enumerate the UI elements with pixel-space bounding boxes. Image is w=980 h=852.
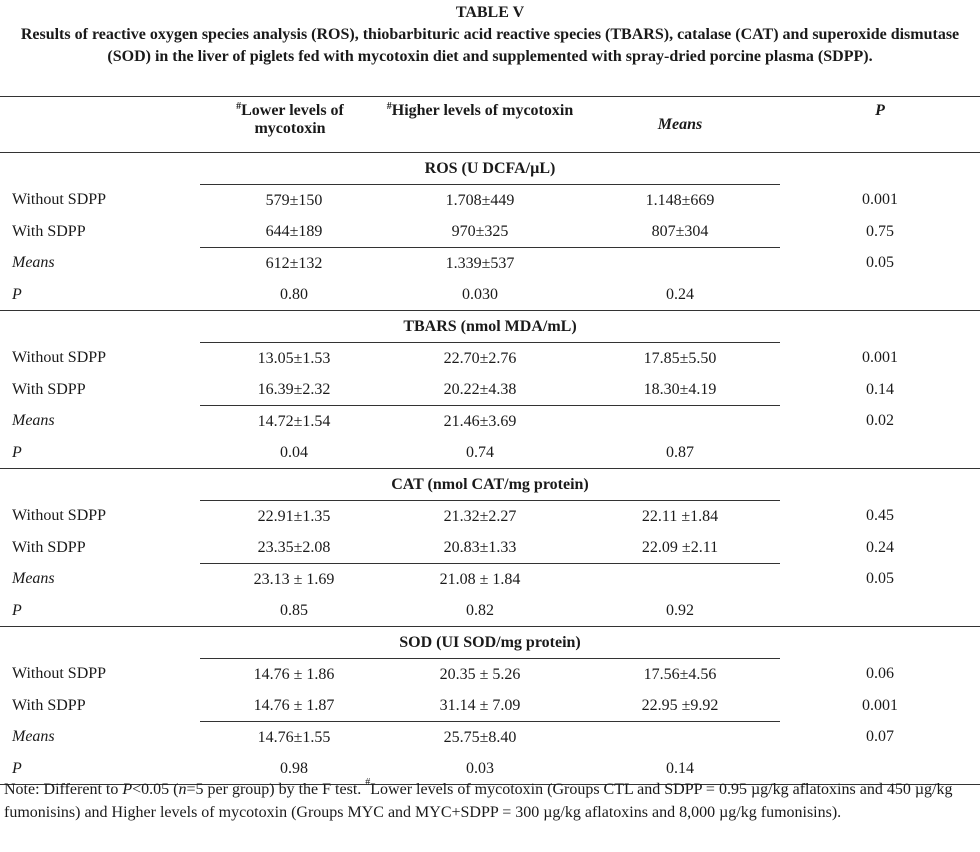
cell-c1: 612±132 [200,248,380,280]
table-row [0,532,980,564]
row-label: With SDPP [12,380,86,398]
section-title: SOD (UI SOD/mg protein) [200,627,780,659]
cell-c1: 14.76±1.55 [200,722,380,754]
cell-c1: 0.80 [200,279,380,311]
table-row [0,185,980,217]
cell-c2: 21.32±2.27 [443,507,517,525]
table-row [0,216,980,248]
table-caption: Results of reactive oxygen species analysis (ROS), thiobarbituric acid reactive species (TBARS), catalase (CAT) and superoxide dismutase (SOD) in the liver of piglets fed with mycotoxin diet and supplemented with spray-dried porcine plasma (SDPP). [20,26,960,65]
row-label: Means [12,412,55,430]
table-row [0,595,980,627]
table-row [0,722,980,754]
cell-c1: 0.04 [200,437,380,469]
row-label: Without SDPP [12,191,107,209]
table-row [0,374,980,406]
cell-c3: 0.14 [580,753,780,785]
cell-c4 [780,437,980,469]
cell-c1: 579±150 [265,191,323,209]
cell-c3: 22.95 ±9.92 [641,696,719,714]
row-label: Without SDPP [12,507,107,525]
header-higher-mycotoxin: #Higher levels of mycotoxin [386,101,574,119]
cell-c2: 21.08 ± 1.84 [380,564,580,596]
cell-c1: 0.98 [200,753,380,785]
cell-c4: 0.05 [866,570,894,588]
cell-c3: 17.56±4.56 [643,665,717,683]
table-row [0,690,980,722]
table-body [0,153,980,785]
cell-c1: 16.39±2.32 [257,380,331,398]
cell-c3: 0.87 [580,437,780,469]
table-row [0,406,980,438]
cell-c4: 0.001 [862,349,898,367]
cell-c3: 22.09 ±2.11 [641,538,719,556]
header-p: P [875,102,885,119]
row-label: P [0,753,200,785]
cell-c3: 17.85±5.50 [643,349,717,367]
row-label: P [0,437,200,469]
section-title: TBARS (nmol MDA/mL) [200,311,780,343]
row-label: P [0,279,200,311]
table-label: TABLE V [455,4,525,21]
cell-c4: 0.75 [866,222,894,240]
cell-c1: 14.72±1.54 [200,406,380,438]
cell-c2: 0.74 [380,437,580,469]
cell-c2: 1.339±537 [380,248,580,280]
cell-c1: 14.76 ± 1.86 [253,665,335,683]
cell-c2: 970±325 [451,222,509,240]
row-label: Means [12,570,55,588]
table-row [0,659,980,691]
cell-c3: 22.11 ±1.84 [641,507,719,525]
table-row [0,248,980,280]
table-title-block [0,0,980,68]
cell-c2: 0.03 [380,753,580,785]
cell-c3 [580,406,780,438]
header-empty [0,97,200,153]
row-label: With SDPP [12,696,86,714]
section-header-row [0,469,980,501]
cell-c4: 0.05 [866,254,894,272]
results-table [0,96,980,785]
cell-c1: 0.85 [200,595,380,627]
cell-c2: 20.83±1.33 [443,538,517,556]
cell-c4: 0.06 [866,665,894,683]
table-row [0,279,980,311]
table-footnote: Note: Different to P<0.05 (n=5 per group) by the F test. #Lower levels of mycotoxin (Groups CTL and SDPP = 0.95 µg/kg aflatoxins and 450 µg/kg fumonisins) and Higher levels of mycotoxin (Groups MYC and MYC+SDPP = 300 µg/kg aflatoxins and 8,000 µg/kg fumonisins). [4,777,953,821]
cell-c3: 0.24 [580,279,780,311]
section-header-row [0,311,980,343]
section-title: CAT (nmol CAT/mg protein) [200,469,780,501]
cell-c1: 14.76 ± 1.87 [253,696,335,714]
cell-c4: 0.45 [866,507,894,525]
cell-c2: 0.82 [380,595,580,627]
cell-c2: 21.46±3.69 [380,406,580,438]
cell-c3 [580,564,780,596]
table-row [0,343,980,375]
cell-c3: 18.30±4.19 [643,380,717,398]
row-label: Without SDPP [12,349,107,367]
cell-c4: 0.001 [862,696,898,714]
cell-c1: 23.13 ± 1.69 [200,564,380,596]
cell-c4: 0.001 [862,191,898,209]
cell-c1: 23.35±2.08 [257,538,331,556]
row-label: Means [12,728,55,746]
header-row [0,97,980,153]
cell-c3: 807±304 [651,222,709,240]
cell-c2: 20.35 ± 5.26 [439,665,521,683]
cell-c2: 20.22±4.38 [443,380,517,398]
row-label: With SDPP [12,222,86,240]
cell-c1: 22.91±1.35 [257,507,331,525]
row-label: P [0,595,200,627]
section-header-row [0,627,980,659]
table-row [0,501,980,533]
cell-c2: 22.70±2.76 [443,349,517,367]
row-label: With SDPP [12,538,86,556]
header-means: Means [657,115,703,133]
cell-c1: 644±189 [265,222,323,240]
cell-c4: 0.07 [866,728,894,746]
cell-c3 [580,722,780,754]
cell-c3 [580,248,780,280]
cell-c4: 0.02 [866,412,894,430]
cell-c3: 0.92 [580,595,780,627]
table-row [0,564,980,596]
section-header-row [0,153,980,185]
cell-c4 [780,279,980,311]
cell-c3: 1.148±669 [645,191,715,209]
cell-c4: 0.24 [866,538,894,556]
section-title: ROS (U DCFA/µL) [200,153,780,185]
cell-c2: 1.708±449 [445,191,515,209]
header-lower-mycotoxin: #Lower levels of mycotoxin [236,101,344,137]
cell-c1: 13.05±1.53 [257,349,331,367]
cell-c2: 31.14 ± 7.09 [439,696,521,714]
cell-c4: 0.14 [866,380,894,398]
cell-c2: 0.030 [380,279,580,311]
row-label: Means [12,254,55,272]
row-label: Without SDPP [12,665,107,683]
table-row [0,437,980,469]
cell-c4 [780,595,980,627]
cell-c2: 25.75±8.40 [380,722,580,754]
